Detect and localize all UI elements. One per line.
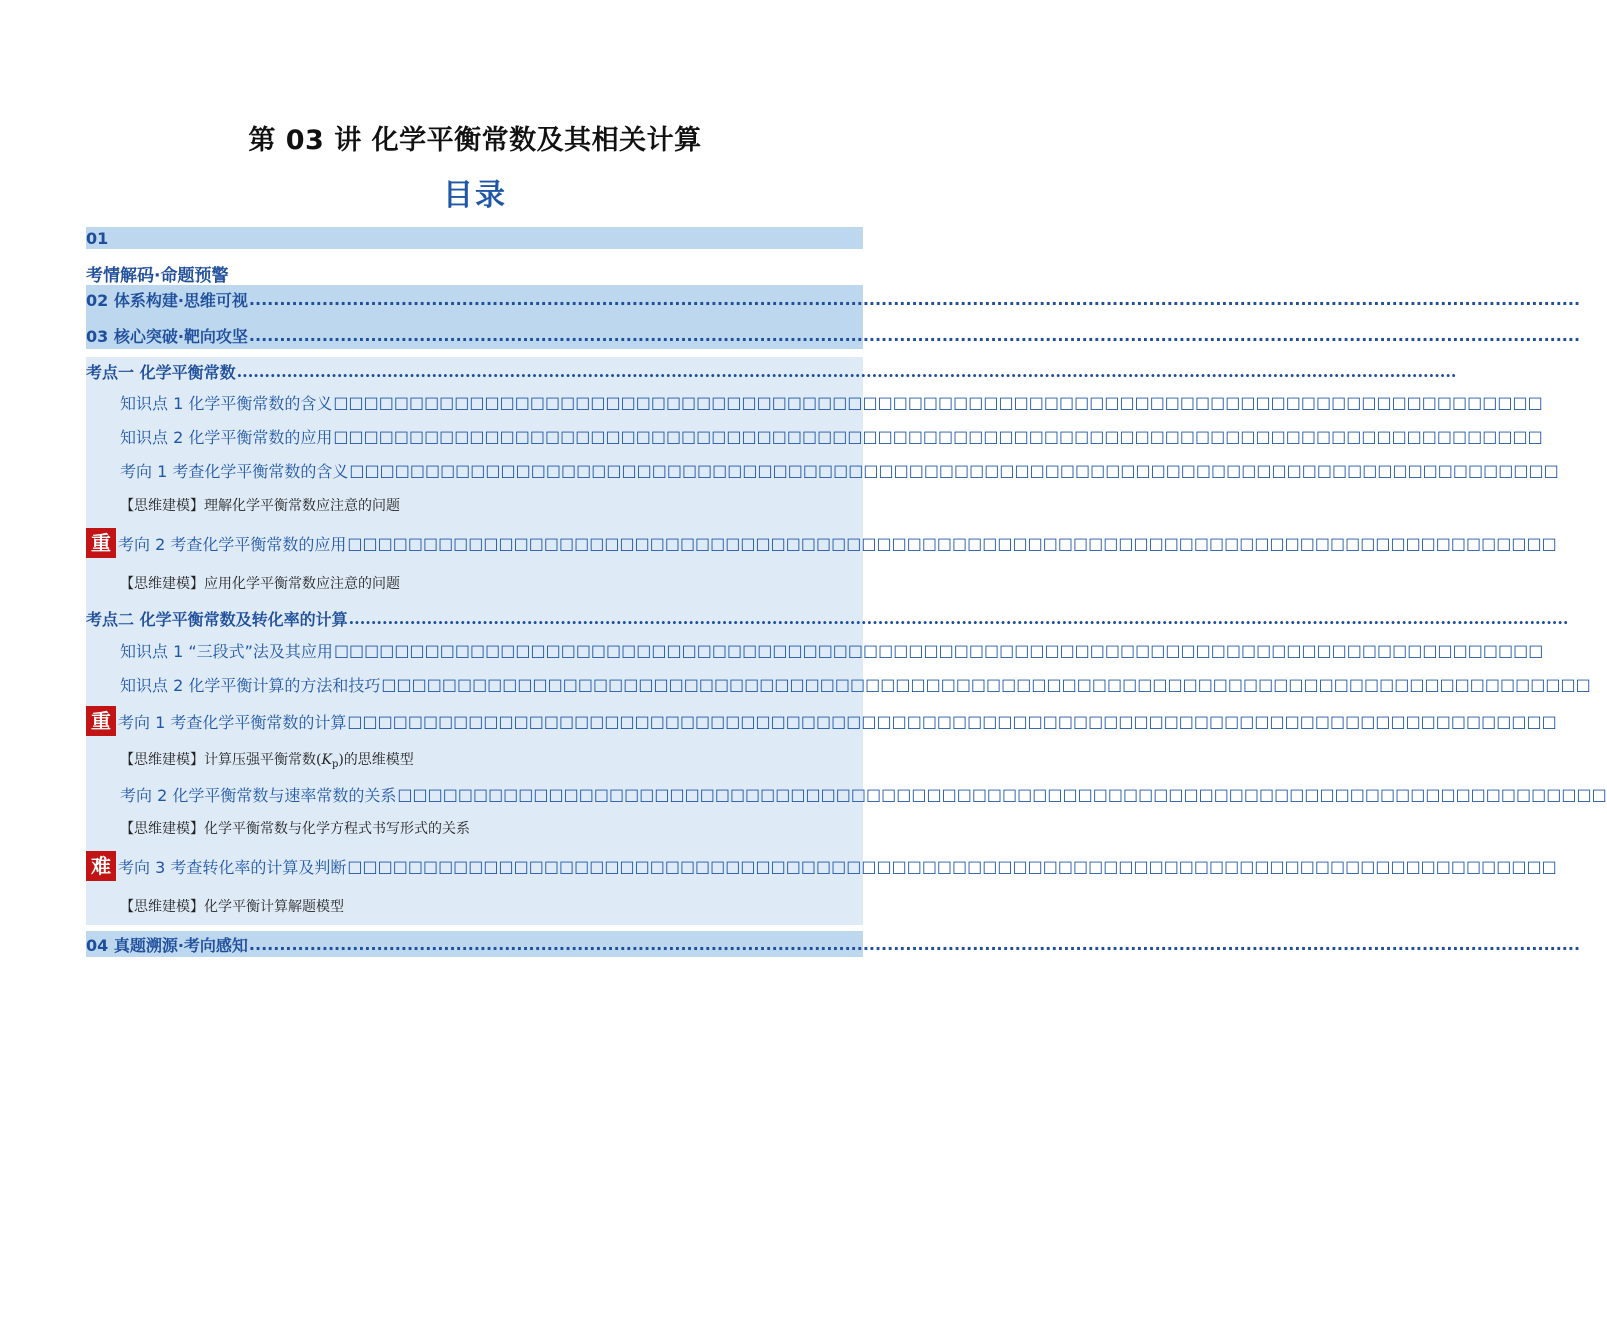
kaodian-label: 考点二 化学平衡常数及转化率的计算 bbox=[86, 609, 348, 629]
section-label: 03 核心突破·靶向攻坚 bbox=[86, 326, 248, 346]
dot-leader: ........................................................................................................................................................................................................................... bbox=[248, 325, 1581, 345]
label-suffix: )的思维模型 bbox=[338, 751, 414, 768]
toc-kaodian-1[interactable] bbox=[86, 357, 1457, 385]
item-label: 【思维建模】化学平衡常数与化学方程式书写形式的关系 bbox=[120, 821, 470, 837]
item-label: 知识点 1 “三段式”法及其应用 bbox=[120, 641, 333, 661]
toc-item-zs2[interactable] bbox=[86, 419, 1543, 453]
section-label: 04 真题溯源·考向感知 bbox=[86, 935, 248, 955]
key-point-badge-icon: 重 bbox=[86, 706, 116, 736]
box-leader: □□□□□□□□□□□□□□□□□□□□□□□□□□□□□□□□□□□□□□□□□□□□□□□□□□□□□□□□□□□□□□□□□□□□□□□□□□□□□□□□ bbox=[381, 674, 1591, 694]
section-spacer bbox=[86, 349, 863, 357]
section-label: 考情解码·命题预警 bbox=[86, 265, 229, 286]
toc-heading: 目录 bbox=[443, 178, 507, 213]
dot-leader: ........................................................................................................................................................................................................................... bbox=[248, 934, 1581, 954]
toc-kaodian-2[interactable] bbox=[86, 603, 1569, 633]
box-leader: □□□□□□□□□□□□□□□□□□□□□□□□□□□□□□□□□□□□□□□□□□□□□□□□□□□□□□□□□□□□□□□□□□□□□□□□□□□□□□□□ bbox=[333, 392, 1543, 412]
item-label: 考向 3 考查转化率的计算及判断 bbox=[118, 857, 347, 877]
toc-thinking-model-4[interactable] bbox=[86, 811, 863, 845]
toc-item-kx4[interactable] bbox=[86, 777, 1607, 811]
item-label: 【思维建模】应用化学平衡常数应注意的问题 bbox=[120, 576, 400, 592]
toc-item-kx1[interactable] bbox=[86, 453, 1559, 487]
box-leader: □□□□□□□□□□□□□□□□□□□□□□□□□□□□□□□□□□□□□□□□□□□□□□□□□□□□□□□□□□□□□□□□□□□□□□□□□□□□□□□□ bbox=[397, 784, 1607, 804]
item-label bbox=[120, 749, 414, 770]
toc-section-01-number[interactable] bbox=[86, 227, 863, 249]
box-leader: □□□□□□□□□□□□□□□□□□□□□□□□□□□□□□□□□□□□□□□□□□□□□□□□□□□□□□□□□□□□□□□□□□□□□□□□□□□□□□□□ bbox=[347, 711, 1557, 731]
toc-item-zs3[interactable] bbox=[86, 633, 1544, 667]
item-label: 考向 1 考查化学平衡常数的含义 bbox=[120, 461, 349, 481]
toc-section-02[interactable] bbox=[86, 285, 1581, 313]
dot-leader: ........................................................................................................................................................................................................................... bbox=[248, 289, 1581, 309]
box-leader: □□□□□□□□□□□□□□□□□□□□□□□□□□□□□□□□□□□□□□□□□□□□□□□□□□□□□□□□□□□□□□□□□□□□□□□□□□□□□□□□ bbox=[349, 460, 1559, 480]
document-title: 第 03 讲 化学平衡常数及其相关计算 bbox=[248, 125, 702, 156]
section-spacer bbox=[86, 313, 863, 321]
toc-thinking-model-1[interactable] bbox=[86, 487, 863, 523]
kp-symbol: K bbox=[321, 751, 332, 768]
toc-section-01[interactable] bbox=[86, 249, 863, 285]
item-label: 考向 2 考查化学平衡常数的应用 bbox=[118, 534, 347, 554]
section-number: 01 bbox=[86, 228, 109, 248]
toc-item-kx5[interactable] bbox=[86, 845, 1557, 887]
table-of-contents bbox=[86, 227, 1607, 957]
item-label: 考向 2 化学平衡常数与速率常数的关系 bbox=[120, 785, 397, 805]
toc-item-zs1[interactable] bbox=[86, 385, 1543, 419]
box-leader: □□□□□□□□□□□□□□□□□□□□□□□□□□□□□□□□□□□□□□□□□□□□□□□□□□□□□□□□□□□□□□□□□□□□□□□□□□□□□□□□ bbox=[347, 856, 1557, 876]
box-leader: □□□□□□□□□□□□□□□□□□□□□□□□□□□□□□□□□□□□□□□□□□□□□□□□□□□□□□□□□□□□□□□□□□□□□□□□□□□□□□□□ bbox=[333, 640, 1544, 660]
item-label: 知识点 1 化学平衡常数的含义 bbox=[120, 393, 333, 413]
box-leader: □□□□□□□□□□□□□□□□□□□□□□□□□□□□□□□□□□□□□□□□□□□□□□□□□□□□□□□□□□□□□□□□□□□□□□□□□□□□□□□□ bbox=[347, 533, 1557, 553]
dot-leader: ........................................................................................................................................................................................................................... bbox=[236, 361, 1457, 381]
toc-section-03[interactable] bbox=[86, 321, 1581, 349]
difficult-point-badge-icon: 难 bbox=[86, 851, 116, 881]
toc-section-04[interactable] bbox=[86, 931, 1581, 957]
toc-thinking-model-2[interactable] bbox=[86, 563, 863, 603]
item-label: 【思维建模】理解化学平衡常数应注意的问题 bbox=[120, 498, 400, 514]
item-label: 【思维建模】化学平衡计算解题模型 bbox=[120, 899, 344, 915]
toc-thinking-model-3[interactable] bbox=[86, 741, 863, 777]
dot-leader: ........................................................................................................................................................................................................................... bbox=[348, 608, 1569, 628]
label-prefix: 【思维建模】计算压强平衡常数( bbox=[120, 751, 322, 768]
item-label: 知识点 2 化学平衡常数的应用 bbox=[120, 427, 333, 447]
key-point-badge-icon: 重 bbox=[86, 528, 116, 558]
section-label: 02 体系构建·思维可视 bbox=[86, 290, 248, 310]
toc-item-kx3[interactable] bbox=[86, 701, 1557, 741]
box-leader: □□□□□□□□□□□□□□□□□□□□□□□□□□□□□□□□□□□□□□□□□□□□□□□□□□□□□□□□□□□□□□□□□□□□□□□□□□□□□□□□ bbox=[333, 426, 1543, 446]
item-label: 知识点 2 化学平衡计算的方法和技巧 bbox=[120, 675, 381, 695]
toc-item-kx2[interactable] bbox=[86, 523, 1557, 563]
item-label: 考向 1 考查化学平衡常数的计算 bbox=[118, 712, 347, 732]
kaodian-label: 考点一 化学平衡常数 bbox=[86, 362, 236, 382]
toc-item-zs4[interactable] bbox=[86, 667, 1591, 701]
kp-subscript: p bbox=[331, 758, 339, 770]
toc-thinking-model-5[interactable] bbox=[86, 887, 863, 925]
